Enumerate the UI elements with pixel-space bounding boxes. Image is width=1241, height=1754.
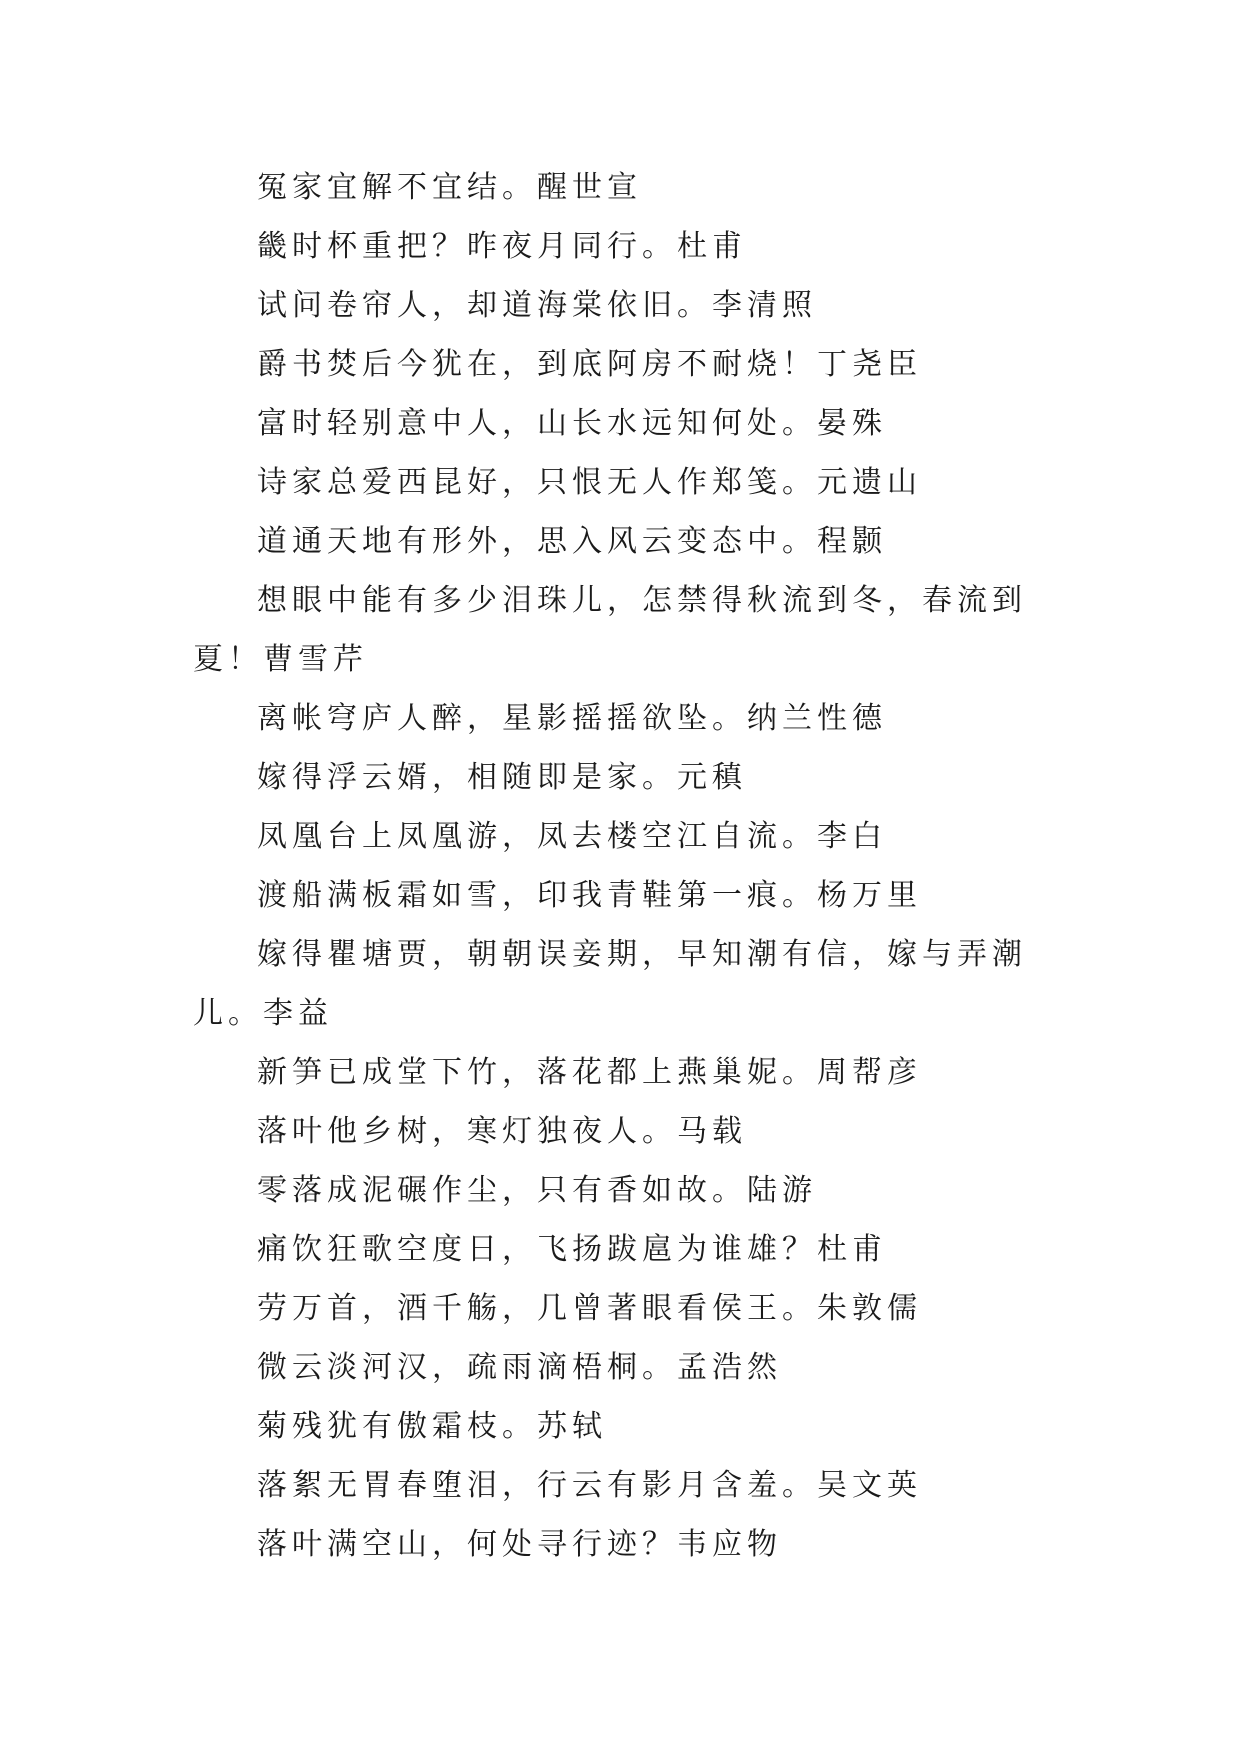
text-line: 道通天地有形外，思入风云变态中。程颢 <box>257 524 887 559</box>
text-line: 微云淡河汉，疏雨滴梧桐。孟浩然 <box>257 1350 782 1385</box>
text-line: 新笋已成堂下竹，落花都上燕巢妮。周帮彦 <box>257 1055 922 1090</box>
text-line: 冤家宜解不宜结。醒世宣 <box>257 170 642 205</box>
text-line: 凤凰台上凤凰游，凤去楼空江自流。李白 <box>257 819 887 854</box>
text-line: 落絮无胃春堕泪，行云有影月含羞。吴文英 <box>257 1468 922 1503</box>
text-line: 畿时杯重把？昨夜月同行。杜甫 <box>257 229 747 264</box>
text-line: 嫁得瞿塘贾，朝朝误妾期，早知潮有信，嫁与弄潮儿。李益 <box>193 937 1027 1031</box>
text-line: 痛饮狂歌空度日，飞扬跋扈为谁雄？杜甫 <box>257 1232 887 1267</box>
text-line: 落叶他乡树，寒灯独夜人。马载 <box>257 1114 747 1149</box>
text-line: 渡船满板霜如雪，印我青鞋第一痕。杨万里 <box>257 878 922 913</box>
document-body <box>193 158 1093 1574</box>
text-line: 零落成泥碾作尘，只有香如故。陆游 <box>257 1173 817 1208</box>
text-line: 富时轻别意中人，山长水远知何处。晏殊 <box>257 406 887 441</box>
text-line: 劳万首，酒千觞，几曾著眼看侯王。朱敦儒 <box>257 1291 922 1326</box>
text-line: 落叶满空山，何处寻行迹？韦应物 <box>257 1527 782 1562</box>
text-line: 离帐穹庐人醉，星影摇摇欲坠。纳兰性德 <box>257 701 887 736</box>
text-line: 嫁得浮云婿，相随即是家。元稹 <box>257 760 747 795</box>
text-line: 诗家总爱西昆好，只恨无人作郑笺。元遗山 <box>257 465 922 500</box>
text-line: 爵书焚后今犹在，到底阿房不耐烧！丁尧臣 <box>257 347 922 382</box>
text-line: 试问卷帘人，却道海棠依旧。李清照 <box>257 288 817 323</box>
text-line: 菊残犹有傲霜枝。苏轼 <box>257 1409 607 1444</box>
text-line: 想眼中能有多少泪珠儿，怎禁得秋流到冬，春流到夏！曹雪芹 <box>193 583 1027 677</box>
